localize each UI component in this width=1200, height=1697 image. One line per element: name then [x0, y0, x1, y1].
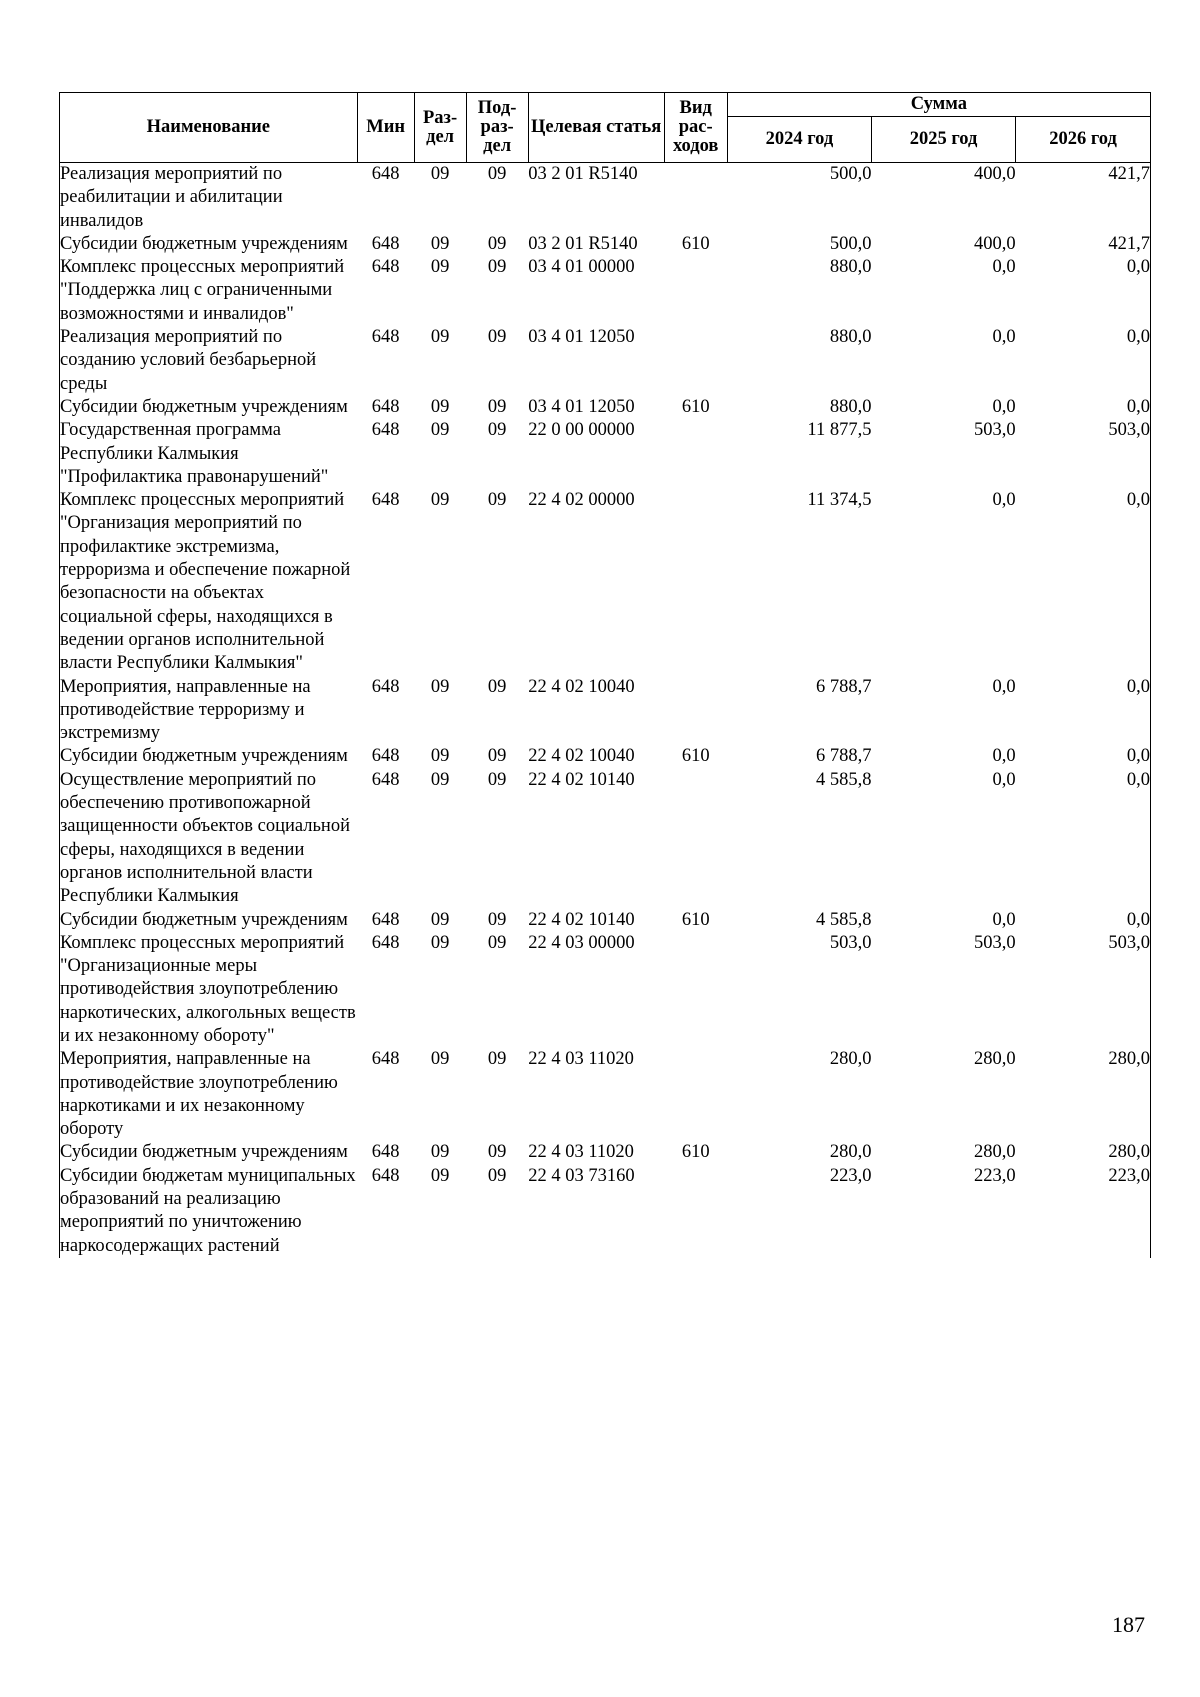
row-vid-rashodov: [664, 163, 727, 233]
row-sum-2026: 0,0: [1016, 909, 1151, 932]
row-name: Осуществление мероприятий по обеспечению противопожарной защищенности объектов социальной сферы, находящихся в ведении органов исполнительной власти Республики Калмыкия: [60, 769, 358, 909]
row-min: 648: [371, 490, 400, 511]
row-podrazdel: 09: [487, 932, 507, 953]
header-year-2024: 2024 год: [727, 117, 871, 163]
row-sum-2024: 280,0: [829, 1049, 872, 1070]
row-podrazdel: 09: [487, 327, 507, 348]
row-vid-rashodov: [664, 256, 727, 326]
row-podrazdel: 09: [487, 909, 507, 930]
row-vid-rashodov: [664, 932, 727, 1048]
row-vid-rashodov: [664, 1048, 727, 1141]
table-row: [60, 1165, 1151, 1258]
row-min: 648: [371, 1142, 400, 1163]
row-razdel: 09: [430, 746, 450, 767]
row-min: 648: [371, 327, 400, 348]
row-sum-2026: 0,0: [1016, 489, 1151, 675]
row-sum-2025: 0,0: [992, 396, 1016, 417]
row-vid-rashodov: 610: [681, 746, 710, 767]
budget-table: [59, 92, 1151, 1258]
row-vid-rashodov: [664, 326, 727, 396]
row-razdel: 09: [430, 1142, 450, 1163]
row-sum-2024: 503,0: [829, 932, 872, 953]
row-vid-rashodov: [664, 769, 727, 909]
row-tselevaya-statya: 22 4 03 11020: [528, 1049, 634, 1070]
row-sum-2024: 6 788,7: [815, 746, 872, 767]
page-number: 187: [1112, 1612, 1145, 1637]
row-sum-2025: 0,0: [992, 257, 1016, 278]
table-row: [60, 419, 1151, 489]
row-podrazdel: 09: [487, 164, 507, 184]
row-sum-2026: 421,7: [1016, 233, 1151, 256]
row-sum-2026: 0,0: [1016, 745, 1151, 768]
row-tselevaya-statya: 03 4 01 00000: [528, 257, 635, 278]
row-razdel: 09: [430, 1049, 450, 1070]
row-sum-2026: 0,0: [1016, 256, 1151, 326]
row-min: 648: [371, 769, 400, 790]
row-tselevaya-statya: 22 4 02 00000: [528, 490, 635, 511]
row-name: Мероприятия, направленные на противодействие терроризму и экстремизму: [60, 676, 358, 746]
header-year-2025: 2025 год: [871, 117, 1015, 163]
row-sum-2025: 280,0: [973, 1049, 1016, 1070]
table-row: [60, 396, 1151, 419]
row-name: Реализация мероприятий по созданию условий безбарьерной среды: [60, 326, 358, 396]
row-sum-2026: 280,0: [1016, 1141, 1151, 1164]
row-min: 648: [371, 420, 400, 441]
table-header: [60, 93, 1151, 163]
row-sum-2025: 280,0: [973, 1142, 1016, 1163]
header-name: Наименование: [60, 93, 358, 163]
row-name: Государственная программа Республики Калмыкия "Профилактика правонарушений": [60, 419, 358, 489]
row-sum-2024: 280,0: [829, 1142, 872, 1163]
row-razdel: 09: [430, 1165, 450, 1186]
table-row: [60, 676, 1151, 746]
row-vid-rashodov: [664, 489, 727, 675]
row-sum-2025: 0,0: [992, 746, 1016, 767]
row-sum-2024: 4 585,8: [815, 909, 872, 930]
table-row: [60, 932, 1151, 1048]
row-name: Субсидии бюджетным учреждениям: [60, 1141, 358, 1164]
row-name: Комплекс процессных мероприятий "Поддержка лиц с ограниченными возможностями и инвалидов": [60, 256, 358, 326]
row-min: 648: [371, 932, 400, 953]
header-vid-rashodov: Вид рас- ходов: [664, 93, 727, 163]
row-sum-2026: 280,0: [1016, 1048, 1151, 1141]
row-razdel: 09: [430, 769, 450, 790]
row-vid-rashodov: [664, 676, 727, 746]
row-podrazdel: 09: [487, 233, 507, 254]
row-sum-2025: 0,0: [992, 490, 1016, 511]
row-min: 648: [371, 233, 400, 254]
row-vid-rashodov: 610: [681, 1142, 710, 1163]
row-podrazdel: 09: [487, 1049, 507, 1070]
row-min: 648: [371, 257, 400, 278]
row-name: Комплекс процессных мероприятий "Организация мероприятий по профилактике экстремизма, терроризма и обеспечение пожарной безопасности на объектах социальной сферы, находящихся в ведении органов исполнительной власти Республики Калмыкия": [60, 489, 358, 675]
row-sum-2024: 500,0: [829, 233, 872, 254]
row-min: 648: [371, 1165, 400, 1186]
row-sum-2026: 0,0: [1016, 396, 1151, 419]
row-tselevaya-statya: 22 4 02 10140: [528, 909, 635, 930]
row-sum-2024: 880,0: [829, 257, 872, 278]
row-sum-2025: 503,0: [973, 932, 1016, 953]
row-tselevaya-statya: 22 0 00 00000: [528, 420, 635, 441]
row-sum-2024: 11 374,5: [807, 490, 872, 511]
row-name: Субсидии бюджетным учреждениям: [60, 396, 358, 419]
row-name: Реализация мероприятий по реабилитации и абилитации инвалидов: [60, 163, 358, 233]
row-podrazdel: 09: [487, 746, 507, 767]
row-sum-2025: 503,0: [973, 420, 1016, 441]
row-vid-rashodov: 610: [681, 233, 710, 254]
row-vid-rashodov: [664, 1165, 727, 1258]
row-razdel: 09: [430, 233, 450, 254]
row-podrazdel: 09: [487, 420, 507, 441]
row-sum-2024: 6 788,7: [815, 676, 872, 697]
row-name: Субсидии бюджетным учреждениям: [60, 745, 358, 768]
row-podrazdel: 09: [487, 490, 507, 511]
row-sum-2025: 400,0: [973, 164, 1016, 184]
row-razdel: 09: [430, 396, 450, 417]
table-row: [60, 909, 1151, 932]
row-podrazdel: 09: [487, 769, 507, 790]
row-tselevaya-statya: 22 4 03 00000: [528, 932, 635, 953]
row-sum-2026: 503,0: [1016, 419, 1151, 489]
row-min: 648: [371, 164, 400, 184]
row-name: Субсидии бюджетам муниципальных образований на реализацию мероприятий по уничтожению наркосодержащих растений: [60, 1165, 358, 1258]
row-podrazdel: 09: [487, 676, 507, 697]
row-min: 648: [371, 909, 400, 930]
row-name: Мероприятия, направленные на противодействие злоупотреблению наркотиками и их незаконному обороту: [60, 1048, 358, 1141]
table-row: [60, 745, 1151, 768]
row-tselevaya-statya: 03 2 01 R5140: [528, 164, 638, 184]
row-vid-rashodov: 610: [681, 396, 710, 417]
row-sum-2024: 4 585,8: [815, 769, 872, 790]
table-row: [60, 769, 1151, 909]
row-sum-2024: 500,0: [829, 164, 872, 184]
row-razdel: 09: [430, 327, 450, 348]
row-sum-2026: 421,7: [1016, 163, 1151, 233]
row-name: Субсидии бюджетным учреждениям: [60, 909, 358, 932]
table-row: [60, 489, 1151, 675]
table-row: [60, 1048, 1151, 1141]
row-tselevaya-statya: 03 4 01 12050: [528, 327, 635, 348]
row-razdel: 09: [430, 909, 450, 930]
row-razdel: 09: [430, 932, 450, 953]
row-podrazdel: 09: [487, 1142, 507, 1163]
row-sum-2024: 223,0: [829, 1165, 872, 1186]
row-sum-2025: 0,0: [992, 327, 1016, 348]
row-sum-2024: 11 877,5: [807, 420, 872, 441]
row-name: Субсидии бюджетным учреждениям: [60, 233, 358, 256]
row-tselevaya-statya: 22 4 02 10140: [528, 769, 635, 790]
row-sum-2026: 0,0: [1016, 676, 1151, 746]
row-razdel: 09: [430, 257, 450, 278]
row-sum-2025: 400,0: [973, 233, 1016, 254]
row-tselevaya-statya: 22 4 02 10040: [528, 676, 635, 697]
row-razdel: 09: [430, 164, 450, 184]
header-min: Мин: [357, 93, 414, 163]
row-min: 648: [371, 676, 400, 697]
row-min: 648: [371, 746, 400, 767]
row-sum-2026: 0,0: [1016, 769, 1151, 909]
row-razdel: 09: [430, 490, 450, 511]
row-podrazdel: 09: [487, 1165, 507, 1186]
row-sum-2026: 223,0: [1016, 1165, 1151, 1258]
header-razdel: Раз- дел: [414, 93, 466, 163]
row-tselevaya-statya: 22 4 02 10040: [528, 746, 635, 767]
row-tselevaya-statya: 22 4 03 73160: [528, 1165, 635, 1186]
row-razdel: 09: [430, 420, 450, 441]
table-row: [60, 233, 1151, 256]
table-row: [60, 1141, 1151, 1164]
table-row: [60, 326, 1151, 396]
row-vid-rashodov: [664, 419, 727, 489]
row-tselevaya-statya: 03 2 01 R5140: [528, 233, 638, 254]
row-tselevaya-statya: 03 4 01 12050: [528, 396, 635, 417]
row-podrazdel: 09: [487, 396, 507, 417]
header-summa: Сумма: [727, 93, 1150, 117]
table-row: [60, 163, 1151, 233]
row-razdel: 09: [430, 676, 450, 697]
row-vid-rashodov: 610: [681, 909, 710, 930]
header-tselevaya-statya: Целевая статья: [528, 93, 664, 163]
row-min: 648: [371, 1049, 400, 1070]
row-sum-2025: 0,0: [992, 769, 1016, 790]
row-sum-2025: 0,0: [992, 676, 1016, 697]
row-sum-2026: 0,0: [1016, 326, 1151, 396]
table-row: [60, 256, 1151, 326]
row-podrazdel: 09: [487, 257, 507, 278]
header-year-2026: 2026 год: [1016, 117, 1151, 163]
header-podrazdel: Под- раз- дел: [466, 93, 528, 163]
row-sum-2025: 0,0: [992, 909, 1016, 930]
row-min: 648: [371, 396, 400, 417]
row-sum-2025: 223,0: [973, 1165, 1016, 1186]
row-sum-2024: 880,0: [829, 396, 872, 417]
table-body: [60, 163, 1151, 1258]
row-sum-2026: 503,0: [1016, 932, 1151, 1048]
row-name: Комплекс процессных мероприятий "Организационные меры противодействия злоупотреблению наркотических, алкогольных веществ и их незаконному обороту": [60, 932, 358, 1048]
row-tselevaya-statya: 22 4 03 11020: [528, 1142, 634, 1163]
row-sum-2024: 880,0: [829, 327, 872, 348]
